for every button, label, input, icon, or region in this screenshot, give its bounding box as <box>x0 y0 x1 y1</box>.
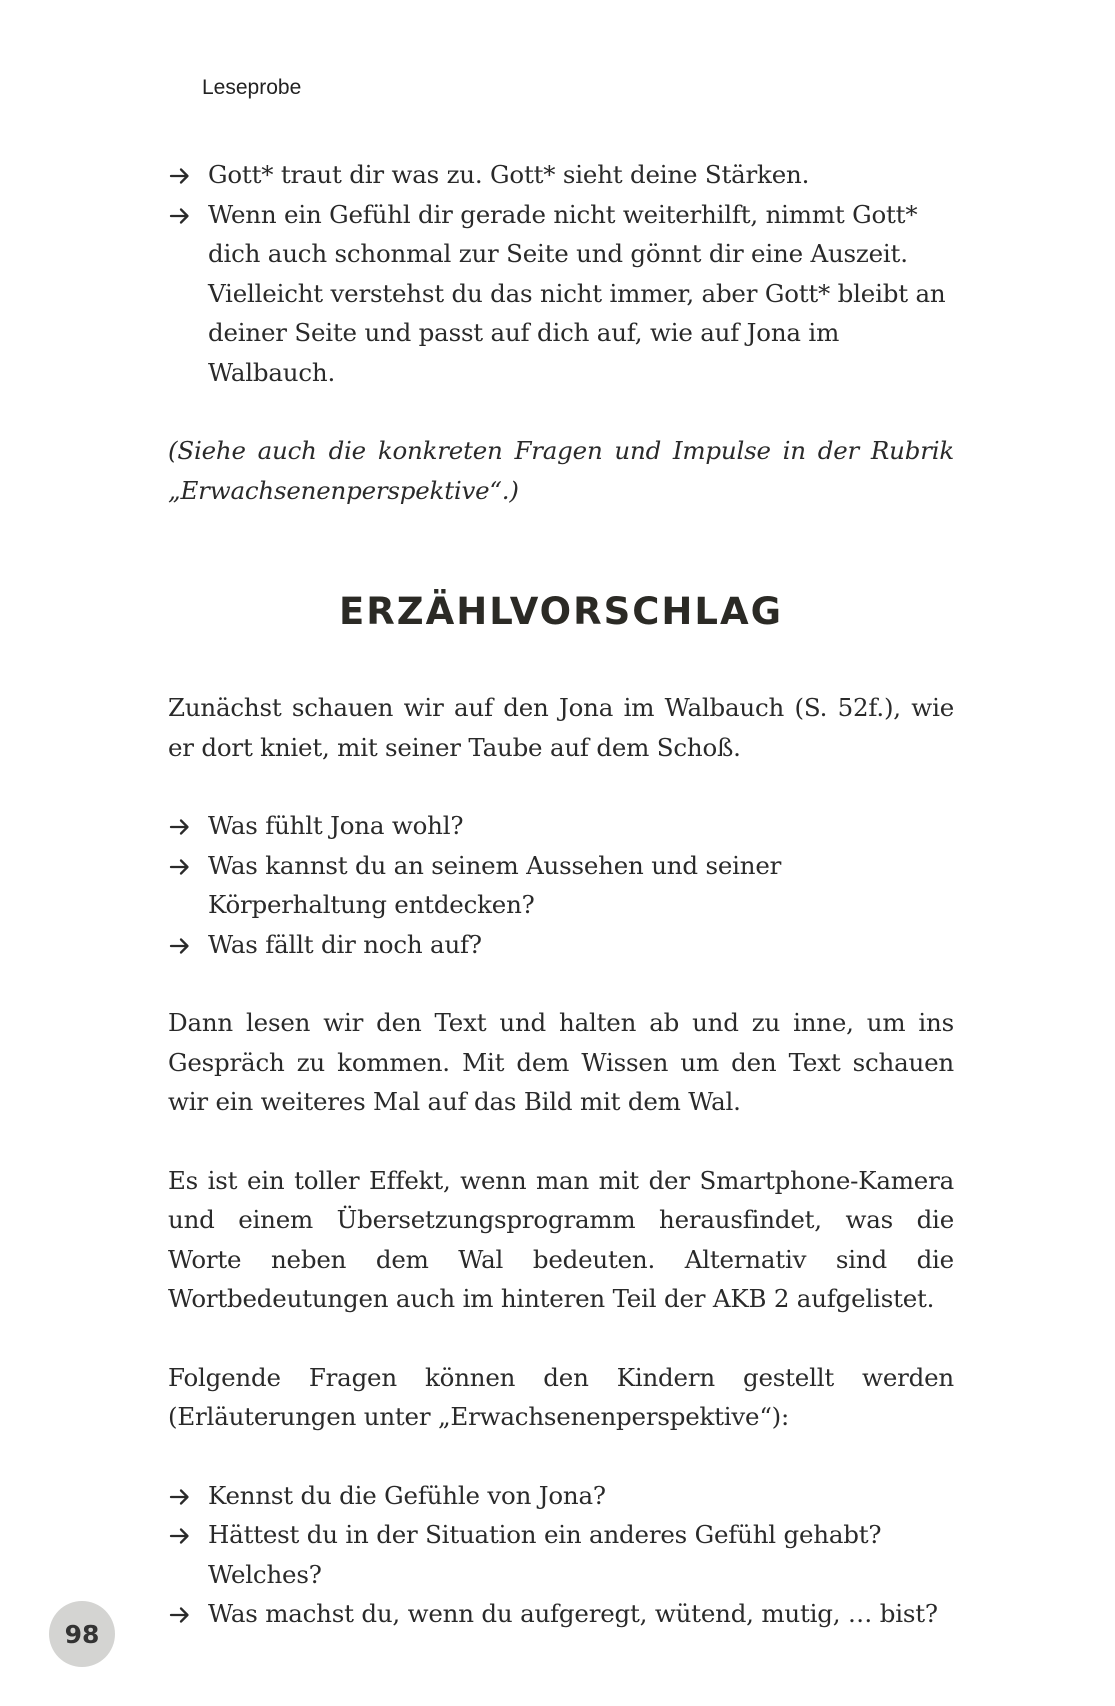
paragraph-translation: Es ist ein toller Effekt, wenn man mit der Smartphone-Kamera und einem Übersetzungsprogramm herausfindet, was die Worte neben dem Wal bedeuten. Alternativ sind die Wortbedeutungen auch im hinteren Teil der AKB 2 aufgelistet. <box>168 1165 954 1313</box>
paragraph-reading: Dann lesen wir den Text und halten ab und zu inne, um ins Gespräch zu kommen. Mit dem Wissen um den Text schauen wir ein weiteres Mal auf das Bild mit dem Wal. <box>168 1008 954 1116</box>
arrow-right-icon <box>168 1594 196 1633</box>
arrow-right-icon <box>168 925 196 964</box>
list-item <box>168 925 954 965</box>
arrow-right-icon <box>168 195 196 234</box>
list-item-text: Wenn ein Gefühl dir gerade nicht weiterhilft, nimmt Gott* dich auch schonmal zur Seite und gönnt dir eine Auszeit. Vielleicht verstehst du das nicht immer, aber Gott* bleibt an deiner Seite und passt auf dich auf, wie auf Jona im Walbauch. <box>208 199 946 387</box>
arrow-right-icon <box>168 1515 196 1554</box>
arrow-right-icon <box>168 1476 196 1515</box>
bullet-list-gott <box>168 155 954 392</box>
list-item-text: Gott* traut dir was zu. Gott* sieht deine Stärken. <box>208 160 810 189</box>
running-header: Leseprobe <box>202 76 302 99</box>
page-number-badge: 98 <box>49 1601 115 1667</box>
list-item <box>168 1594 954 1634</box>
bullet-list-questions <box>168 806 954 964</box>
list-item-text: Hättest du in der Situation ein anderes Gefühl gehabt? Welches? <box>208 1520 882 1589</box>
section-heading: ERZÄHLVORSCHLAG <box>339 590 783 633</box>
arrow-right-icon <box>168 806 196 845</box>
arrow-right-icon <box>168 846 196 885</box>
bullet-list-feelings <box>168 1476 954 1634</box>
page-content <box>168 155 954 1634</box>
arrow-right-icon <box>168 155 196 194</box>
paragraph-intro: Zunächst schauen wir auf den Jona im Walbauch (S. 52f.), wie er dort kniet, mit seiner Taube auf dem Schoß. <box>168 693 954 762</box>
list-item-text: Was machst du, wenn du aufgeregt, wütend, mutig, … bist? <box>208 1599 938 1628</box>
list-item <box>168 1515 954 1594</box>
italic-note: (Siehe auch die konkreten Fragen und Impulse in der Rubrik „Erwachsenenperspektive“.) <box>168 436 954 505</box>
list-item-text: Kennst du die Gefühle von Jona? <box>208 1480 606 1510</box>
list-item <box>168 195 954 393</box>
list-item-text: Was kannst du an seinem Aussehen und seiner Körperhaltung entdecken? <box>208 850 782 919</box>
list-item-text: Was fühlt Jona wohl? <box>208 811 464 840</box>
list-item <box>168 1476 954 1516</box>
list-item <box>168 806 954 846</box>
list-item <box>168 846 954 925</box>
list-item-text: Was fällt dir noch auf? <box>208 929 482 959</box>
list-item <box>168 155 954 195</box>
paragraph-questions-intro: Folgende Fragen können den Kindern gestellt werden (Erläuterungen unter „Erwachsenenperspektive“): <box>168 1362 954 1431</box>
